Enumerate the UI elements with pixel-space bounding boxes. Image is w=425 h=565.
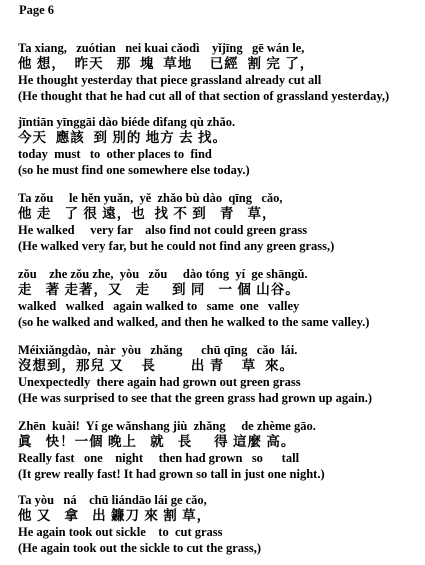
translation-line: (so he walked and walked, and then he walked to the same valley.) xyxy=(18,315,370,329)
gloss-line: walked walked again walked to same one valley xyxy=(18,299,300,313)
pinyin-line: Ta xiang, zuótian nei kuai cǎodì yǐjīng gē wán le, xyxy=(18,41,305,55)
text-block xyxy=(18,418,422,482)
pinyin-line: jīntiān yīnggāi dào biéde dìfang qù zhǎo. xyxy=(18,115,236,129)
translation-line: (so he must find one somewhere else today.) xyxy=(18,163,250,177)
translation-line: (He thought that he had cut all of that section of grassland yesterday,) xyxy=(18,89,390,103)
gloss-line: Really fast one night then had grown so tall xyxy=(18,451,300,465)
chinese-line: 他 走 了 很 遠，也 找 不 到 青 草， xyxy=(18,206,277,221)
chinese-line: 他 想， 昨天 那 塊 草地 已經 割 完 了， xyxy=(18,56,315,71)
text-block xyxy=(18,266,422,330)
pinyin-line: Ta yòu ná chū liándāo lái ge cǎo, xyxy=(18,493,207,507)
gloss-line: He walked very far also find not could green grass xyxy=(18,223,308,237)
pinyin-line: Zhēn kuài! Yí ge wǎnshang jiù zhǎng de zhème gāo. xyxy=(18,419,316,433)
chinese-line: 眞 快！一個 晚上 就 長 得 這麼 高。 xyxy=(18,434,296,449)
chinese-line: 今天 應該 到 別的 地方 去 找。 xyxy=(18,130,227,145)
translation-line: (He again took out the sickle to cut the grass,) xyxy=(18,541,262,555)
text-block xyxy=(18,40,422,104)
gloss-line: He thought yesterday that piece grassland already cut all xyxy=(18,73,322,87)
text-block xyxy=(18,342,422,406)
translation-line: (He was surprised to see that the green grass had grown up again.) xyxy=(18,391,373,405)
gloss-line: today must to other places to find xyxy=(18,147,212,161)
gloss-line: He again took out sickle to cut grass xyxy=(18,525,223,539)
text-block xyxy=(18,190,422,254)
text-block xyxy=(18,492,422,556)
gloss-line: Unexpectedly there again had grown out green grass xyxy=(18,375,301,389)
translation-line: (He walked very far, but he could not find any green grass,) xyxy=(18,239,335,253)
pinyin-line: Méixiǎngdào, nàr yòu zhǎng chū qīng cǎo lái. xyxy=(18,343,298,357)
chinese-line: 他 又 拿 出 鐮刀 來 割 草， xyxy=(18,508,212,523)
text-block xyxy=(18,114,422,178)
pinyin-line: zǒu zhe zǒu zhe, yòu zǒu dào tóng yí ge shāngǔ. xyxy=(18,267,308,281)
translation-line: (It grew really fast! It had grown so tall in just one night.) xyxy=(18,467,325,481)
chinese-line: 走 著 走著，又 走 到 同 一 個 山谷。 xyxy=(18,282,300,297)
page-number: Page 6 xyxy=(19,3,55,17)
chinese-line: 沒想到，那兒 又 長 出 青 草 來。 xyxy=(18,358,294,373)
pinyin-line: Ta zǒu le hěn yuǎn, yě zhǎo bù dào qīng cǎo, xyxy=(18,191,283,205)
